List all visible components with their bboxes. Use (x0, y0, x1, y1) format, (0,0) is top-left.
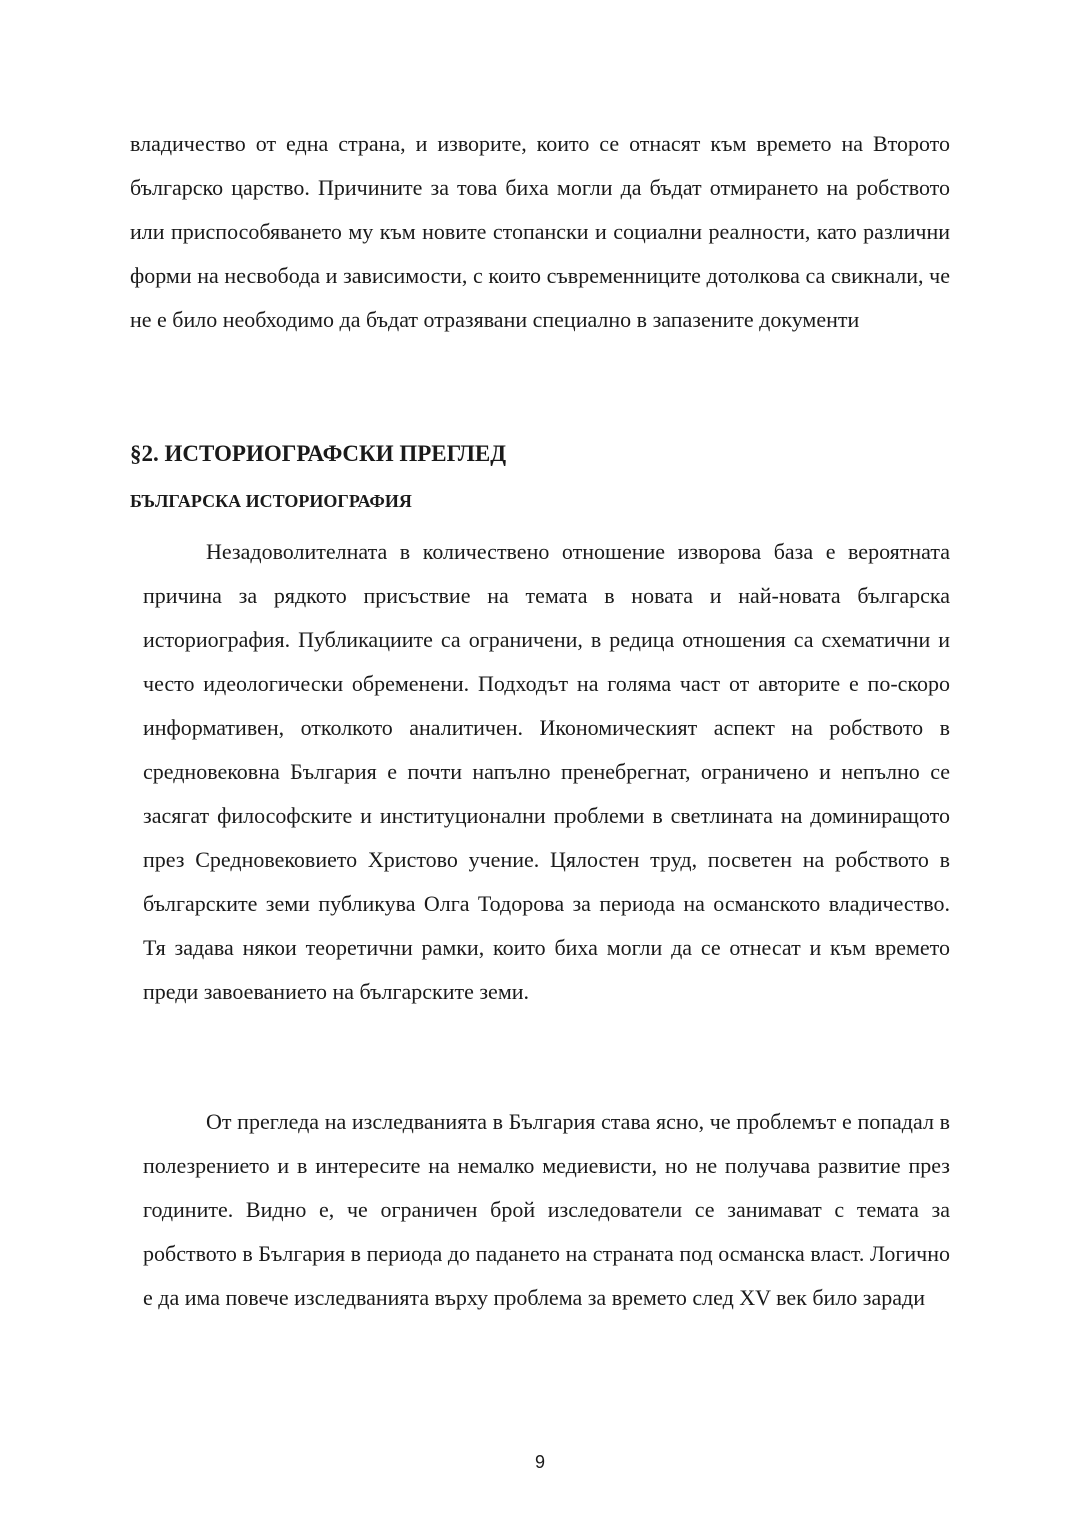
subsection-heading: БЪЛГАРСКА ИСТОРИОГРАФИЯ (130, 491, 412, 511)
intro-paragraph: владичество от една страна, и изворите, които се отнасят към времето на Второто българско царство. Причините за това биха могли да бъдат отмирането на робството или приспособяването му към новите стопански и социални реалности, като различни форми на несвобода и зависимости, с които съвременниците дотолкова са свикнали, че не е било необходимо да бъдат отразявани специално в запазените документи (130, 131, 950, 332)
section-heading: §2. ИСТОРИОГРАФСКИ ПРЕГЛЕД (130, 441, 507, 466)
page-number: 9 (534, 1452, 545, 1472)
body-paragraph-1: Незадоволителната в количествено отношение изворова база е вероятната причина за рядкото присъствие на темата в новата и най-новата българска историография. Публикациите са ограничени, в редица отношения са схематични и често идеологически обременени. Подходът на голяма част от авторите е по-скоро информативен, отколкото аналитичен. Икономическият аспект на робството в средновековна България е почти напълно пренебрегнат, ограничено и непълно се засягат философските и институционални проблеми в светлината на доминиращото през Средновековието Христово учение. Цялостен труд, посветен на робството в българските земи публикува Олга Тодорова за периода на османското владичество. Тя задава някои теоретични рамки, които биха могли да се отнесат и към времето преди завоеванието на българските земи. (143, 539, 950, 1004)
body-paragraph-2: От прегледа на изследванията в България става ясно, че проблемът е попадал в полезрението и в интересите на немалко медиевисти, но не получава развитие през годините. Видно е, че ограничен брой изследователи се занимават с темата за робството в България в периода до падането на страната под османска власт. Логично е да има повече изследванията върху проблема за времето след XV век било заради (143, 1109, 950, 1310)
